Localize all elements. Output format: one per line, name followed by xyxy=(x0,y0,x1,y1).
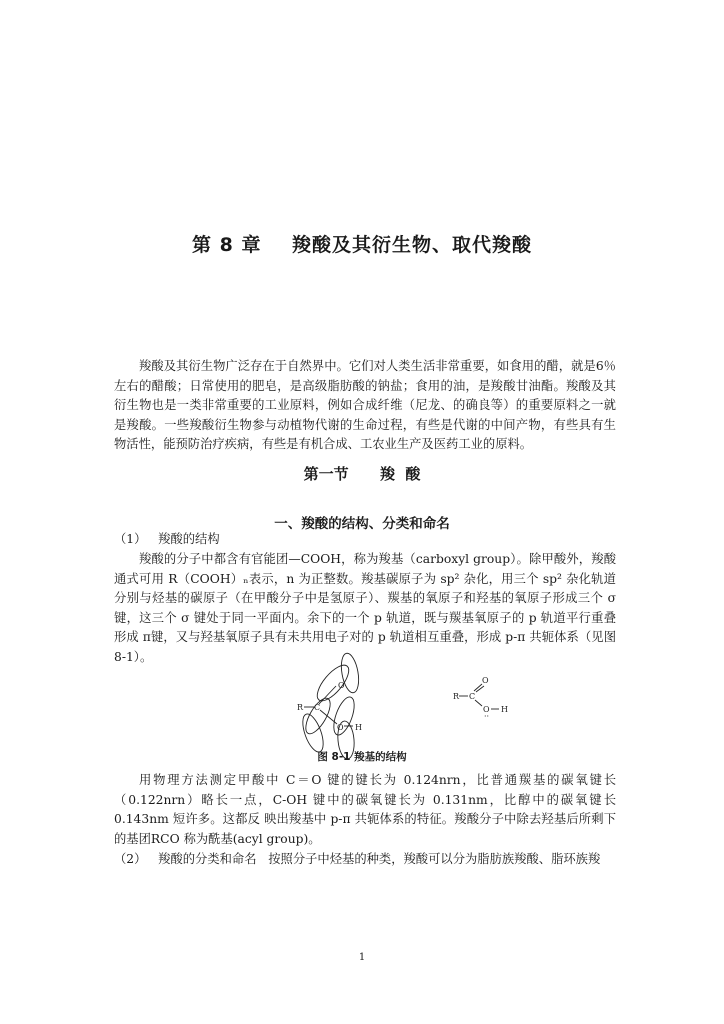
bond-line: （0.122nrn）略长一点，C-OH 键中的碳氧键长为 0.131nm，比醇中的碳氧键长 0.143nm 短 xyxy=(114,792,616,827)
orbital-c-label: C xyxy=(314,703,321,712)
bond-line: 许多。这都反 映出羧基中 p-π 共轭体系的特征。羧酸分子中除去羟基后所剩下的基团 xyxy=(114,812,616,846)
orbital-r-label: R xyxy=(297,703,304,712)
structure-line: 1）。 xyxy=(125,649,153,664)
orbital-h-label: H xyxy=(355,723,362,732)
formula-o-top-label: O xyxy=(482,676,489,685)
structure-line: 键，又与羟基氧原子具有未共用电子对的 p 轨道相互重叠，形成 p-π 共轭体系（见图 8- xyxy=(114,630,616,664)
formula-c-label: C xyxy=(469,692,476,701)
intro-line: 些具有生物活性，能预防治疗疾病，有些是有机合成、工农业生产及医药工业的原料。 xyxy=(114,417,616,452)
bond-length-paragraph xyxy=(114,771,616,849)
subsection-title: 一、羧酸的结构、分类和命名 xyxy=(274,516,450,532)
item-2-heading: （2） 羧酸的分类和命名 按照分子中烃基的种类，羧酸可以分为脂肪族羧酸、脂环族羧 xyxy=(114,852,601,866)
bond-line: 用物理方法测定甲酸中 C＝O 键的键长为 0.124nrn，比普通羰基的碳氧键长 xyxy=(139,773,616,787)
structure-line: 式可用 R（COOH）ₙ表示，n 为正整数。羧基碳原子为 sp² 杂化，用三个 sp² 杂化轨道分别与 xyxy=(114,571,616,606)
formula-lone-pair: ·· xyxy=(484,712,490,721)
chapter-title: 第 8 章 羧酸及其衍生物、取代羧酸 xyxy=(192,234,532,256)
formula-o-bottom-label: O xyxy=(483,705,490,714)
orbital-diagram xyxy=(299,652,362,760)
orbital-o-bottom-label: O xyxy=(337,723,344,732)
structure-line: 这三个 σ 键处于同一平面内。余下的一个 p 轨道，既与羰基氧原子的 p 轨道平行重叠形成 π xyxy=(114,610,616,645)
orbital-o-top-label: O xyxy=(338,681,345,690)
structural-formula xyxy=(459,684,499,709)
figure-caption: 图 8-1 羧基的结构 xyxy=(317,751,407,763)
structure-line: 羧酸的分子中都含有官能团—COOH，称为羧基（carboxyl group）。除甲酸外，羧酸通 xyxy=(114,552,616,586)
page-number: 1 xyxy=(358,952,366,963)
formula-r-label: R xyxy=(453,692,460,701)
intro-line: 羧酸及其衍生物广泛存在于自然界中。它们对人类生活非常重要，如食用的醋，就是 xyxy=(139,359,596,373)
intro-line: 6％左右的醋酸；日常使用的肥皂，是高级脂肪酸的钠盐；食用的油，是羧酸甘油酯。羧酸 xyxy=(114,359,616,393)
intro-line: 之一就是羧酸。一些羧酸衍生物参与动植物代谢的生命过程，有些是代谢的中间产物，有 xyxy=(114,398,616,432)
intro-line: 及其衍生物也是一类非常重要的工业原料，例如合成纤维（尼龙、的确良等）的重要原料 xyxy=(114,378,616,413)
bond-line: RCO 称为酰基(acyl group)。 xyxy=(150,831,321,846)
formula-h-label: H xyxy=(501,705,508,714)
section-title: 第一节 羧 酸 xyxy=(303,465,421,483)
item-1-heading: （1） 羧酸的结构 xyxy=(114,532,220,546)
structure-line: 烃基的碳原子（在甲酸分子中是氢原子）、羰基的氧原子和羟基的氧原子形成三个 σ 键， xyxy=(114,591,616,625)
